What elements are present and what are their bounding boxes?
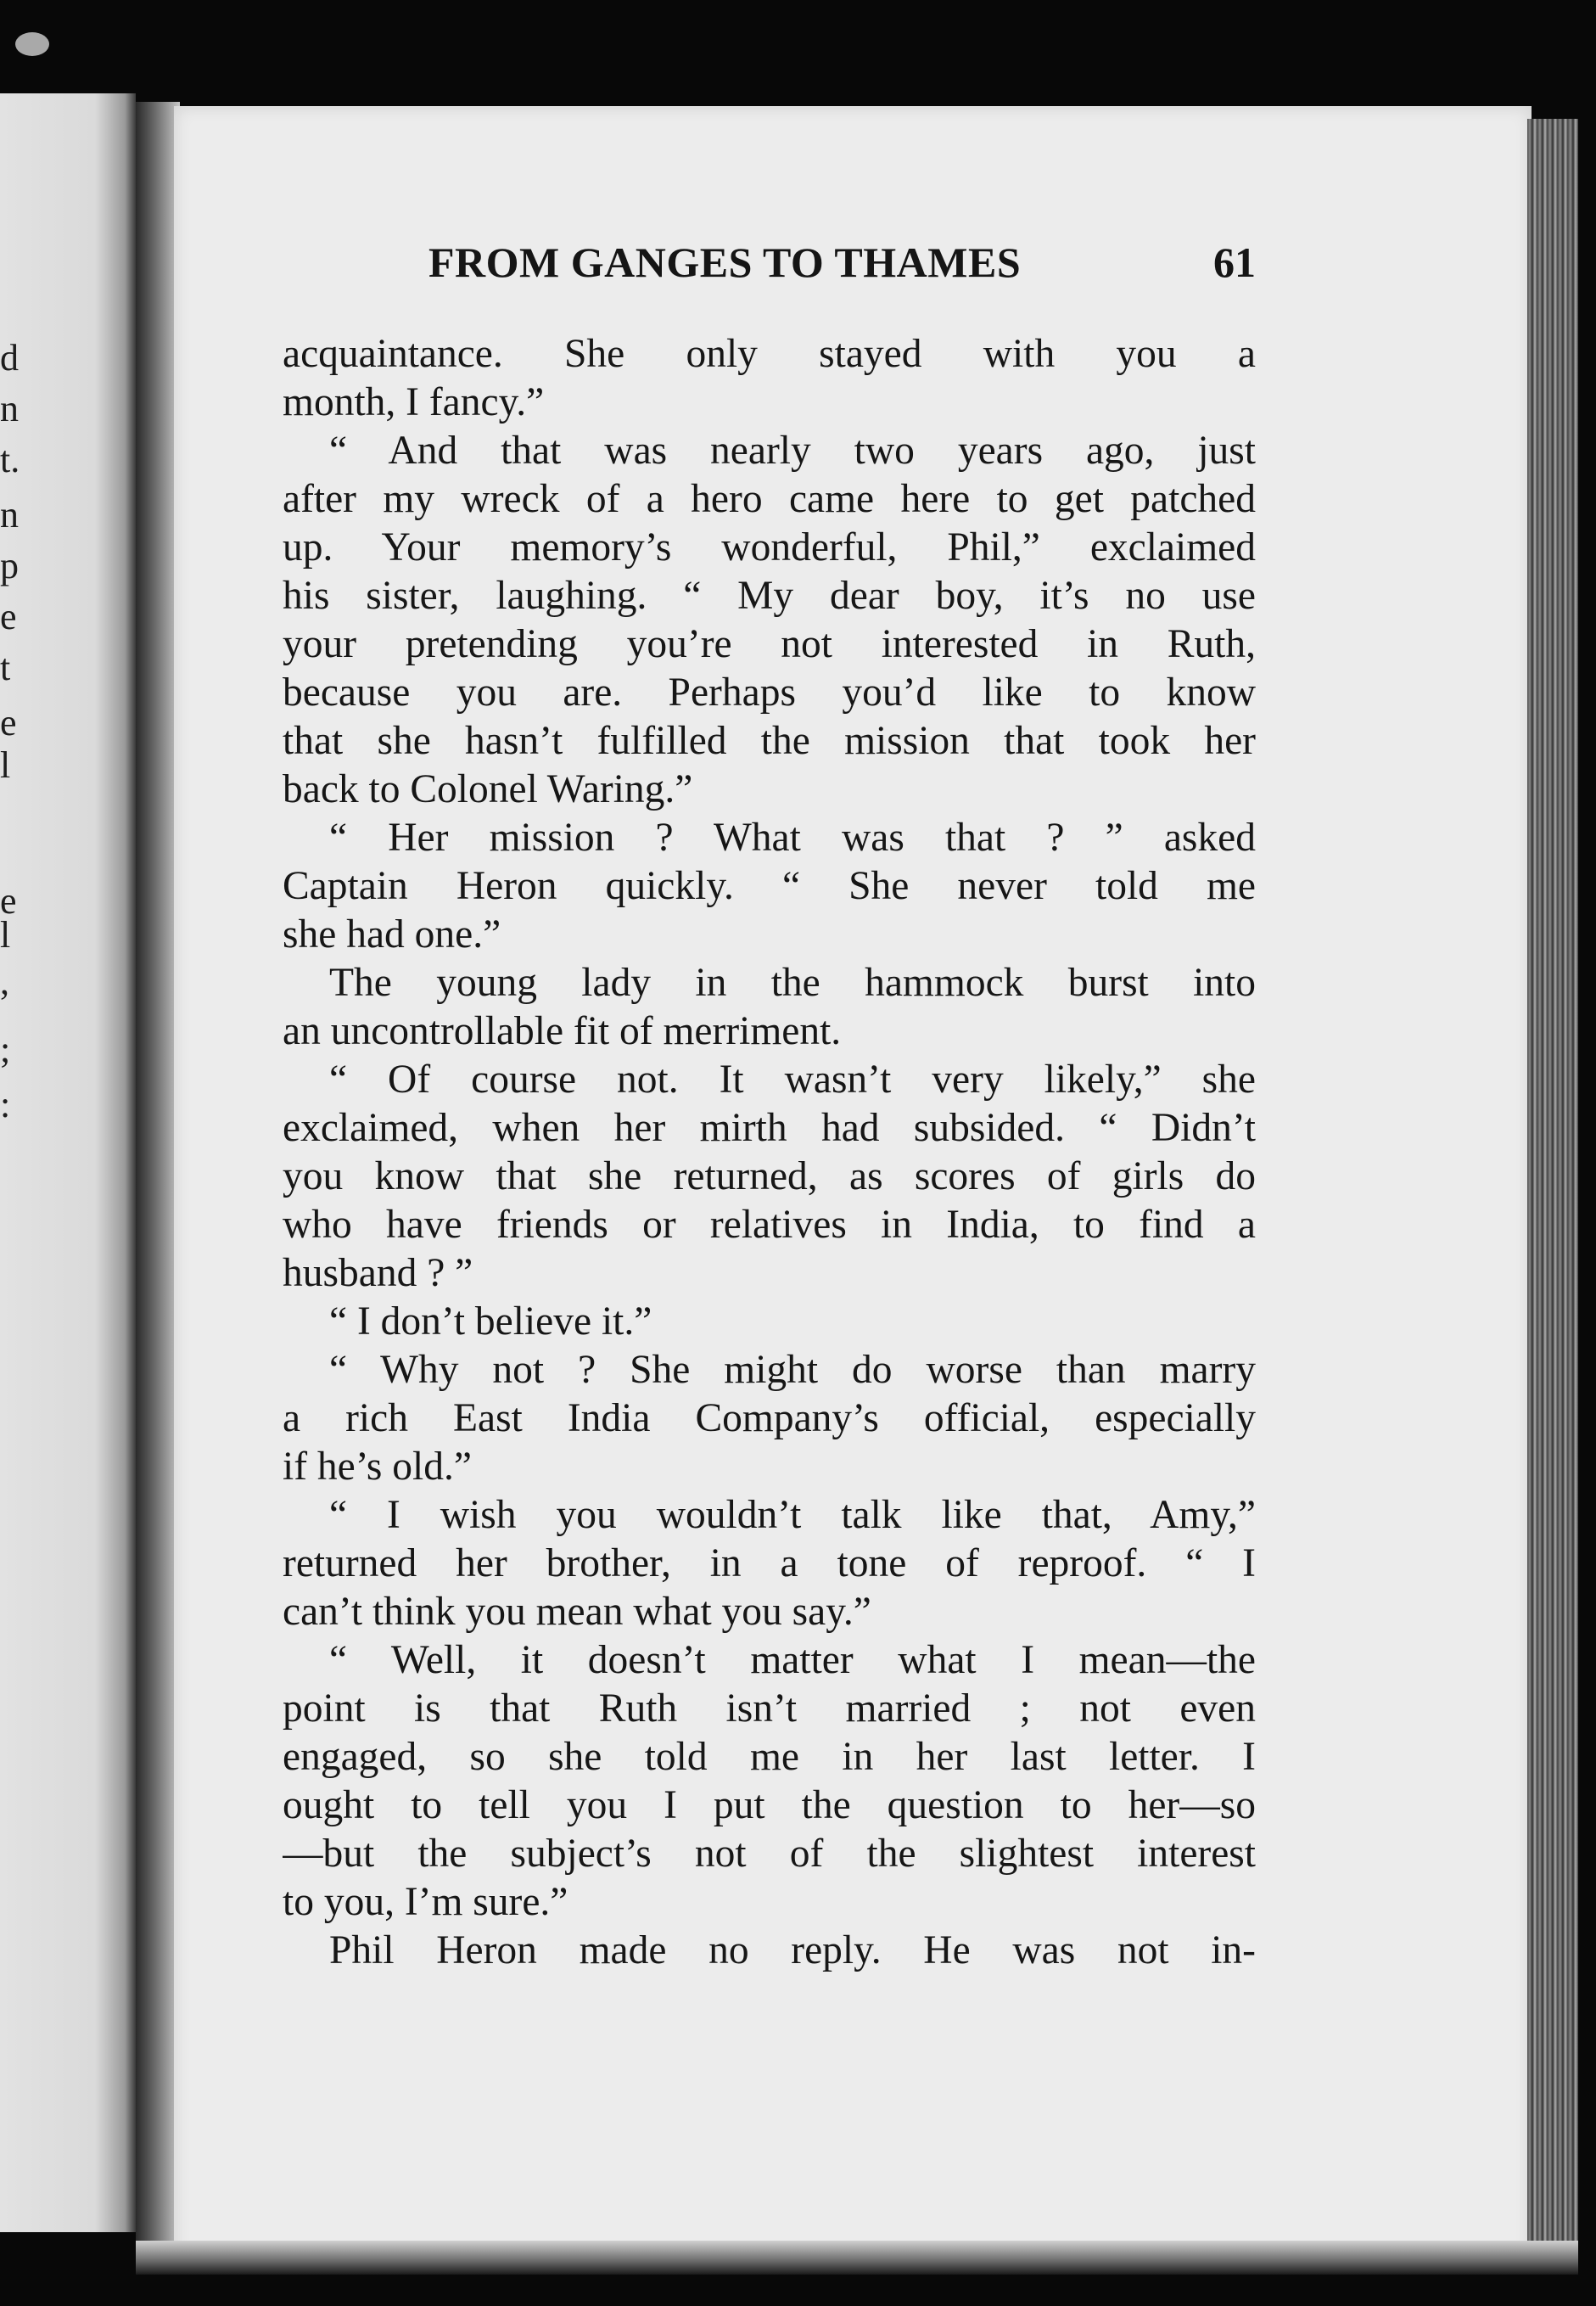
text-line: “ I don’t believe it.” (329, 1299, 652, 1344)
page-bottom-shadow (136, 2241, 1578, 2275)
text-line: “ Her mission ? What was that ? ” asked (329, 816, 1256, 860)
text-line: exclaimed, when her mirth had subsided. “ Didn’t (283, 1106, 1256, 1150)
text-line: a rich East India Company’s official, especially (283, 1396, 1256, 1440)
text-line: engaged, so she told me in her last letter. I (283, 1735, 1256, 1779)
text-line: an uncontrollable fit of merriment. (283, 1009, 842, 1053)
text-line: The young lady in the hammock burst into (329, 961, 1256, 1005)
text-line: who have friends or relatives in India, to find a (283, 1203, 1256, 1247)
body-text (283, 330, 1256, 1975)
text-line: ought to tell you I put the question to her—so (283, 1783, 1256, 1827)
text-line: because you are. Perhaps you’d like to know (283, 670, 1256, 715)
left-page-fragment: ; (0, 1029, 11, 1070)
text-line: “ Well, it doesn’t matter what I mean—the (329, 1638, 1256, 1682)
text-line: point is that Ruth isn’t married ; not even (283, 1686, 1256, 1731)
text-line: Phil Heron made no reply. He was not in- (329, 1928, 1256, 1972)
scan-blot (15, 32, 49, 56)
text-line: your pretending you’re not interested in Ruth, (283, 622, 1256, 666)
text-line: Captain Heron quickly. “ She never told me (283, 864, 1256, 908)
text-line: she had one.” (283, 912, 501, 957)
left-page-fragment: : (0, 1084, 11, 1125)
left-page-fragment: e (0, 880, 17, 922)
left-page-fragment: n (0, 494, 19, 536)
text-line: to you, I’m sure.” (283, 1880, 568, 1924)
running-header (428, 238, 1256, 289)
left-page-fragment: e (0, 702, 17, 743)
text-line: can’t think you mean what you say.” (283, 1590, 871, 1634)
text-line: —but the subject’s not of the slightest interest (283, 1832, 1256, 1876)
text-line: month, I fancy.” (283, 380, 545, 424)
text-line: “ I wish you wouldn’t talk like that, Amy,” (329, 1493, 1256, 1537)
left-page-fragment: , (0, 961, 9, 1002)
text-line: his sister, laughing. “ My dear boy, it’s no use (283, 574, 1256, 618)
text-line: husband ? ” (283, 1251, 473, 1295)
running-title: FROM GANGES TO THAMES (428, 238, 1022, 286)
text-line: up. Your memory’s wonderful, Phil,” exclaimed (283, 525, 1256, 569)
left-page-fragment: t. (0, 439, 20, 480)
text-line: returned her brother, in a tone of reproof. “ I (283, 1541, 1256, 1585)
left-page-fragment: p (0, 545, 19, 586)
text-line: “ Why not ? She might do worse than marry (329, 1348, 1256, 1392)
page-edge (1527, 119, 1578, 2275)
left-page-fragment: t (0, 647, 11, 688)
text-line: after my wreck of a hero came here to get patched (283, 477, 1256, 521)
left-page-fragment: n (0, 388, 19, 429)
text-line: you know that she returned, as scores of girls do (283, 1154, 1256, 1198)
left-page-fragment: l (0, 744, 11, 786)
page-number: 61 (1213, 238, 1256, 286)
left-neighbor-page (0, 93, 136, 2232)
left-page-fragment: l (0, 914, 11, 956)
text-line: that she hasn’t fulfilled the mission that took her (283, 719, 1256, 763)
text-line: “ And that was nearly two years ago, just (329, 429, 1256, 473)
text-line: if he’s old.” (283, 1445, 472, 1489)
text-line: “ Of course not. It wasn’t very likely,” she (329, 1058, 1256, 1102)
text-line: back to Colonel Waring.” (283, 767, 693, 811)
left-page-fragment: e (0, 596, 17, 637)
text-line: acquaintance. She only stayed with you a (283, 332, 1256, 376)
left-page-fragment: d (0, 337, 19, 379)
